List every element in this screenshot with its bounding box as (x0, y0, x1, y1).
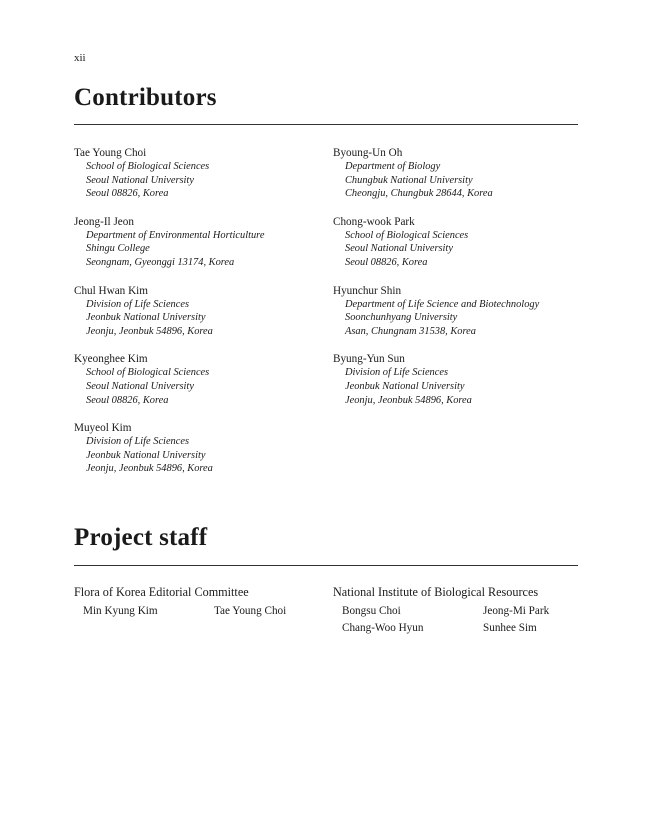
contributors-column-left (74, 146, 324, 490)
contributor-affiliation-line: Seoul 08826, Korea (345, 256, 428, 268)
contributor-name: Chong-wook Park (333, 215, 415, 228)
staff-group-editorial-committee (74, 585, 319, 618)
contributor-affiliation-line: School of Biological Sciences (86, 161, 210, 172)
contributor-affiliation-line: Jeonbuk National University (86, 312, 206, 324)
contributor-affiliation-line: Division of Life Sciences (86, 298, 190, 310)
staff-member: Sunhee Sim (483, 622, 537, 634)
contributor-affiliation-line: Jeonju, Jeonbuk 54896, Korea (86, 463, 213, 475)
contributors-column-right (333, 146, 583, 421)
staff-group-heading: National Institute of Biological Resources (333, 585, 539, 599)
staff-group-heading: Flora of Korea Editorial Committee (74, 585, 249, 599)
contributor-entry (74, 421, 324, 476)
contributor-affiliation-line: Division of Life Sciences (86, 436, 190, 448)
contributor-affiliation-line: Seoul National University (86, 174, 194, 186)
contributor-affiliation-line: Asan, Chungnam 31538, Korea (345, 325, 476, 337)
contributor-name: Tae Young Choi (74, 147, 147, 159)
contributor-affiliation-line: School of Biological Sciences (86, 367, 210, 379)
staff-member: Chang-Woo Hyun (342, 622, 424, 634)
contributor-name: Muyeol Kim (74, 422, 132, 435)
project-staff-title: Project staff (74, 524, 208, 551)
contributor-entry (333, 215, 583, 270)
contributor-entry (333, 352, 583, 407)
contributor-affiliation-line: Soonchunhyang University (345, 312, 458, 324)
contributor-affiliation-line: Cheongju, Chungbuk 28644, Korea (345, 188, 493, 200)
staff-member: Min Kyung Kim (83, 605, 158, 617)
contributor-affiliation-line: Chungbuk National University (345, 174, 473, 186)
contributor-affiliation-line: Jeonbuk National University (86, 449, 206, 461)
contributor-affiliation-line: Jeonbuk National University (345, 380, 465, 392)
contributor-affiliation-line: Seongnam, Gyeonggi 13174, Korea (86, 256, 235, 268)
contributor-entry (74, 284, 324, 339)
staff-member-grid (333, 604, 578, 635)
staff-member: Bongsu Choi (342, 605, 401, 617)
staff-member-grid (74, 604, 319, 618)
contributor-affiliation-line: Jeonju, Jeonbuk 54896, Korea (345, 394, 472, 406)
contributor-name: Jeong-Il Jeon (74, 215, 134, 228)
contributor-affiliation-line: Seoul National University (345, 243, 453, 255)
contributor-affiliation-line: Seoul 08826, Korea (86, 188, 169, 200)
contributor-entry (74, 146, 324, 201)
contributors-rule (74, 124, 578, 125)
contributor-name: Byoung-Un Oh (333, 147, 403, 159)
contributor-affiliation-line: Shingu College (86, 243, 150, 255)
staff-group-nibr (333, 585, 578, 635)
contributor-affiliation-line: Jeonju, Jeonbuk 54896, Korea (86, 325, 213, 337)
staff-member: Jeong-Mi Park (483, 605, 550, 617)
contributor-affiliation-line: Department of Biology (345, 161, 441, 172)
contributor-name: Hyunchur Shin (333, 284, 402, 297)
contributor-affiliation-line: Department of Life Science and Biotechnology (345, 298, 540, 310)
contributor-affiliation-line: Seoul National University (86, 380, 194, 392)
contributor-name: Kyeonghee Kim (74, 353, 148, 366)
contributor-affiliation-line: School of Biological Sciences (345, 229, 469, 241)
contributor-name: Chul Hwan Kim (74, 284, 148, 297)
contributor-affiliation-line: Department of Environmental Horticulture (86, 229, 265, 241)
contributor-entry (74, 215, 324, 270)
contributors-title: Contributors (74, 84, 217, 111)
contributor-affiliation-line: Division of Life Sciences (345, 367, 449, 379)
project-staff-rule (74, 565, 578, 566)
contributor-name: Byung-Yun Sun (333, 353, 405, 366)
contributor-entry (333, 284, 583, 339)
contributor-entry (74, 352, 324, 407)
staff-member: Tae Young Choi (214, 605, 287, 617)
page-number: xii (74, 52, 86, 64)
contributor-affiliation-line: Seoul 08826, Korea (86, 394, 169, 406)
contributor-entry (333, 146, 583, 201)
